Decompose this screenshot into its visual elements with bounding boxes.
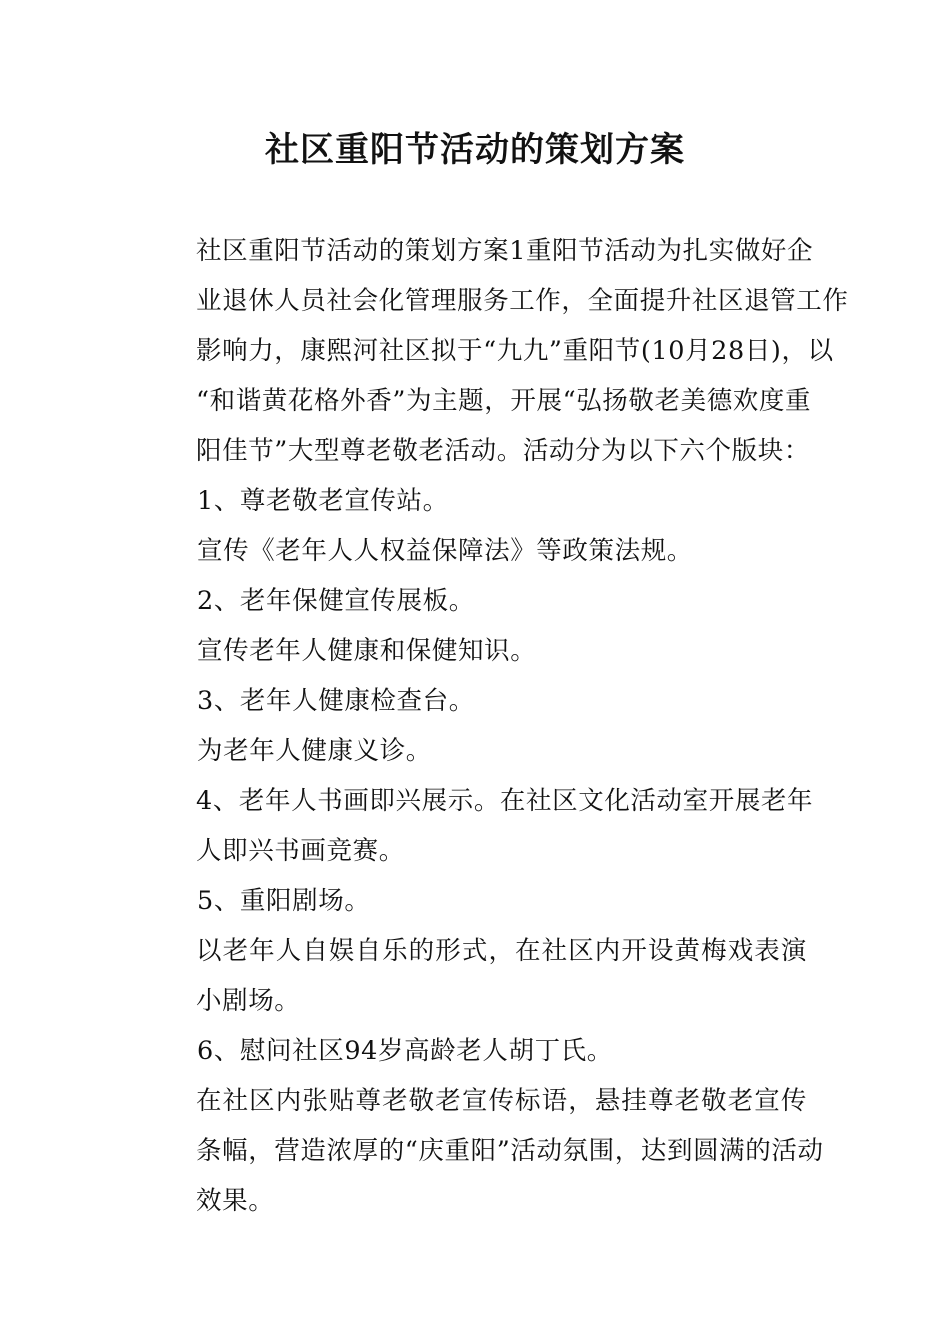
item-1-description: 宣传《老年人人权益保障法》等政策法规。 [197, 536, 693, 566]
item-4-paragraph [145, 776, 814, 876]
intro-line: 业退休人员社会化管理服务工作，全面提升社区退管工作 [196, 286, 849, 316]
item-5-description [145, 926, 807, 1026]
item-6-title: 6、慰问社区94岁高龄老人胡丁氏。 [197, 1036, 613, 1066]
document-body [145, 226, 849, 1226]
item-3-description: 为老年人健康义诊。 [197, 736, 432, 766]
page-title: 社区重阳节活动的策划方案 [265, 130, 685, 170]
closing-line: 在社区内张贴尊老敬老宣传标语，悬挂尊老敬老宣传 [196, 1086, 807, 1116]
item-5-title: 5、重阳剧场。 [197, 886, 371, 916]
intro-line: 阳佳节”大型尊老敬老活动。活动分为以下六个版块： [196, 436, 810, 466]
item-2-description: 宣传老年人健康和保健知识。 [197, 636, 537, 666]
item-1-title: 1、尊老敬老宣传站。 [197, 486, 449, 516]
intro-line: 影响力，康熙河社区拟于“九九”重阳节(10月28日)，以 [196, 336, 834, 366]
item-5-line: 小剧场。 [196, 986, 301, 1016]
intro-line: “和谐黄花格外香”为主题，开展“弘扬敬老美德欢度重 [196, 386, 812, 416]
item-5-line: 以老年人自娱自乐的形式，在社区内开设黄梅戏表演 [196, 936, 807, 966]
item-3-title: 3、老年人健康检查台。 [197, 686, 475, 716]
item-4-line: 人即兴书画竞赛。 [196, 836, 405, 866]
closing-paragraph [145, 1076, 824, 1226]
closing-line: 效果。 [196, 1186, 275, 1216]
intro-paragraph [145, 226, 849, 476]
item-4-line: 4、老年人书画即兴展示。在社区文化活动室开展老年 [196, 786, 814, 816]
closing-line: 条幅，营造浓厚的“庆重阳”活动氛围，达到圆满的活动 [196, 1136, 824, 1166]
item-2-title: 2、老年保健宣传展板。 [197, 586, 475, 616]
intro-line: 社区重阳节活动的策划方案1重阳节活动为扎实做好企 [196, 236, 814, 266]
